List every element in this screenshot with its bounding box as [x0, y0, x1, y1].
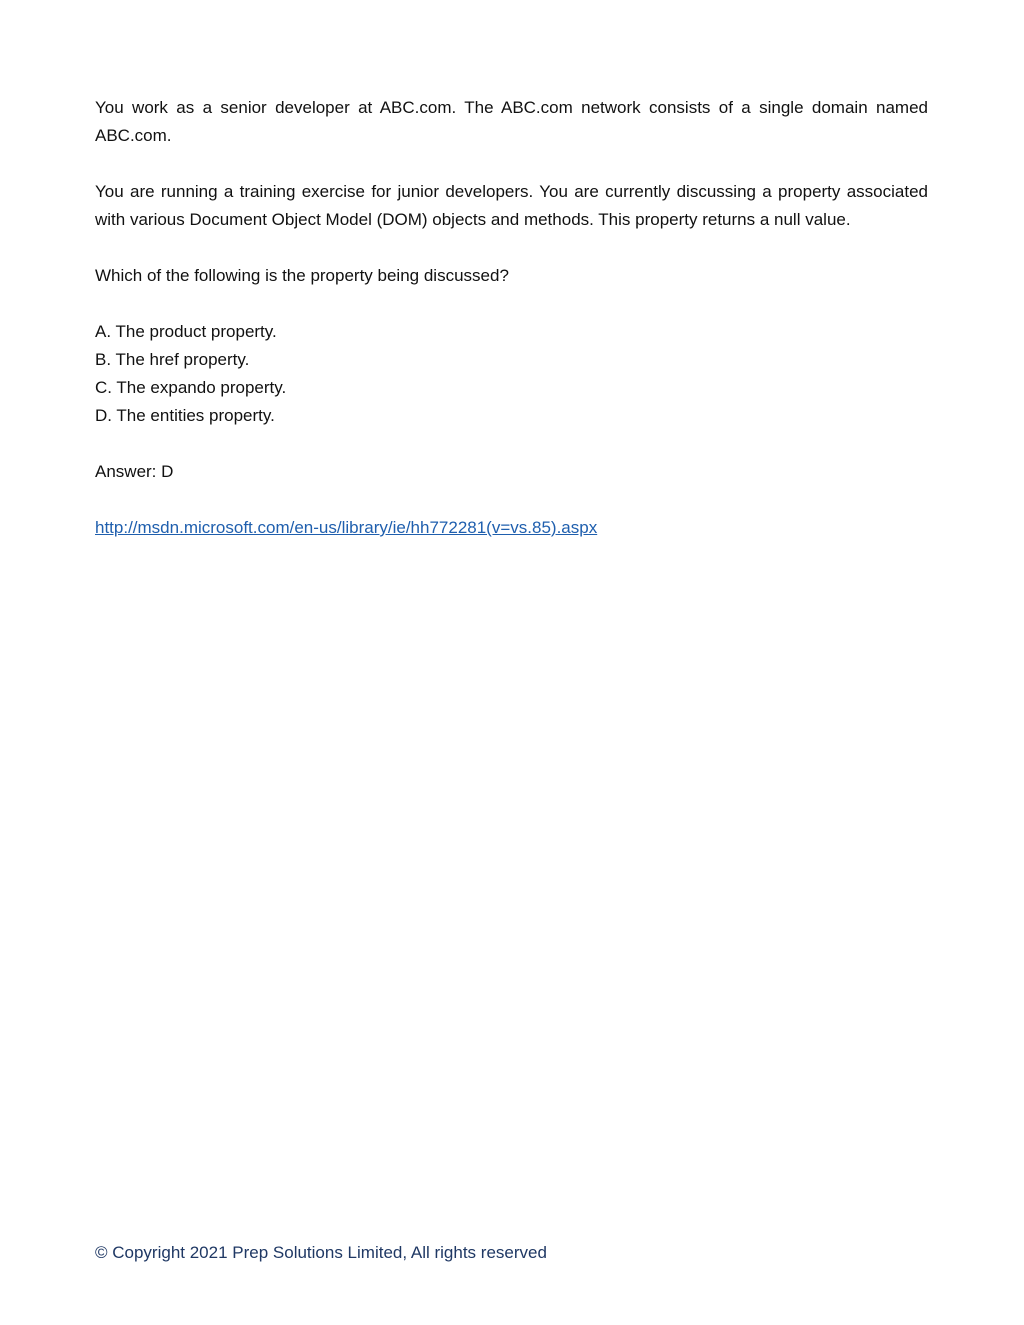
option-b: B. The href property.	[95, 350, 250, 369]
answer-text: Answer: D	[95, 462, 174, 481]
question-prompt: Which of the following is the property being discussed?	[95, 266, 509, 285]
question-intro: You work as a senior developer at ABC.com. The ABC.com network consists of a single domain named ABC.com.	[95, 98, 928, 145]
reference-link[interactable]: http://msdn.microsoft.com/en-us/library/ie/hh772281(v=vs.85).aspx	[95, 518, 598, 537]
reference-paragraph	[95, 514, 928, 542]
option-d: D. The entities property.	[95, 406, 275, 425]
question-scenario: You are running a training exercise for junior developers. You are currently discussing a property associated with various Document Object Model (DOM) objects and methods. This property returns a null value.	[95, 182, 928, 229]
option-a: A. The product property.	[95, 322, 277, 341]
document-page	[95, 94, 928, 570]
copyright-footer: © Copyright 2021 Prep Solutions Limited, All rights reserved	[95, 1243, 547, 1262]
option-c: C. The expando property.	[95, 378, 287, 397]
answer-options	[95, 318, 928, 430]
